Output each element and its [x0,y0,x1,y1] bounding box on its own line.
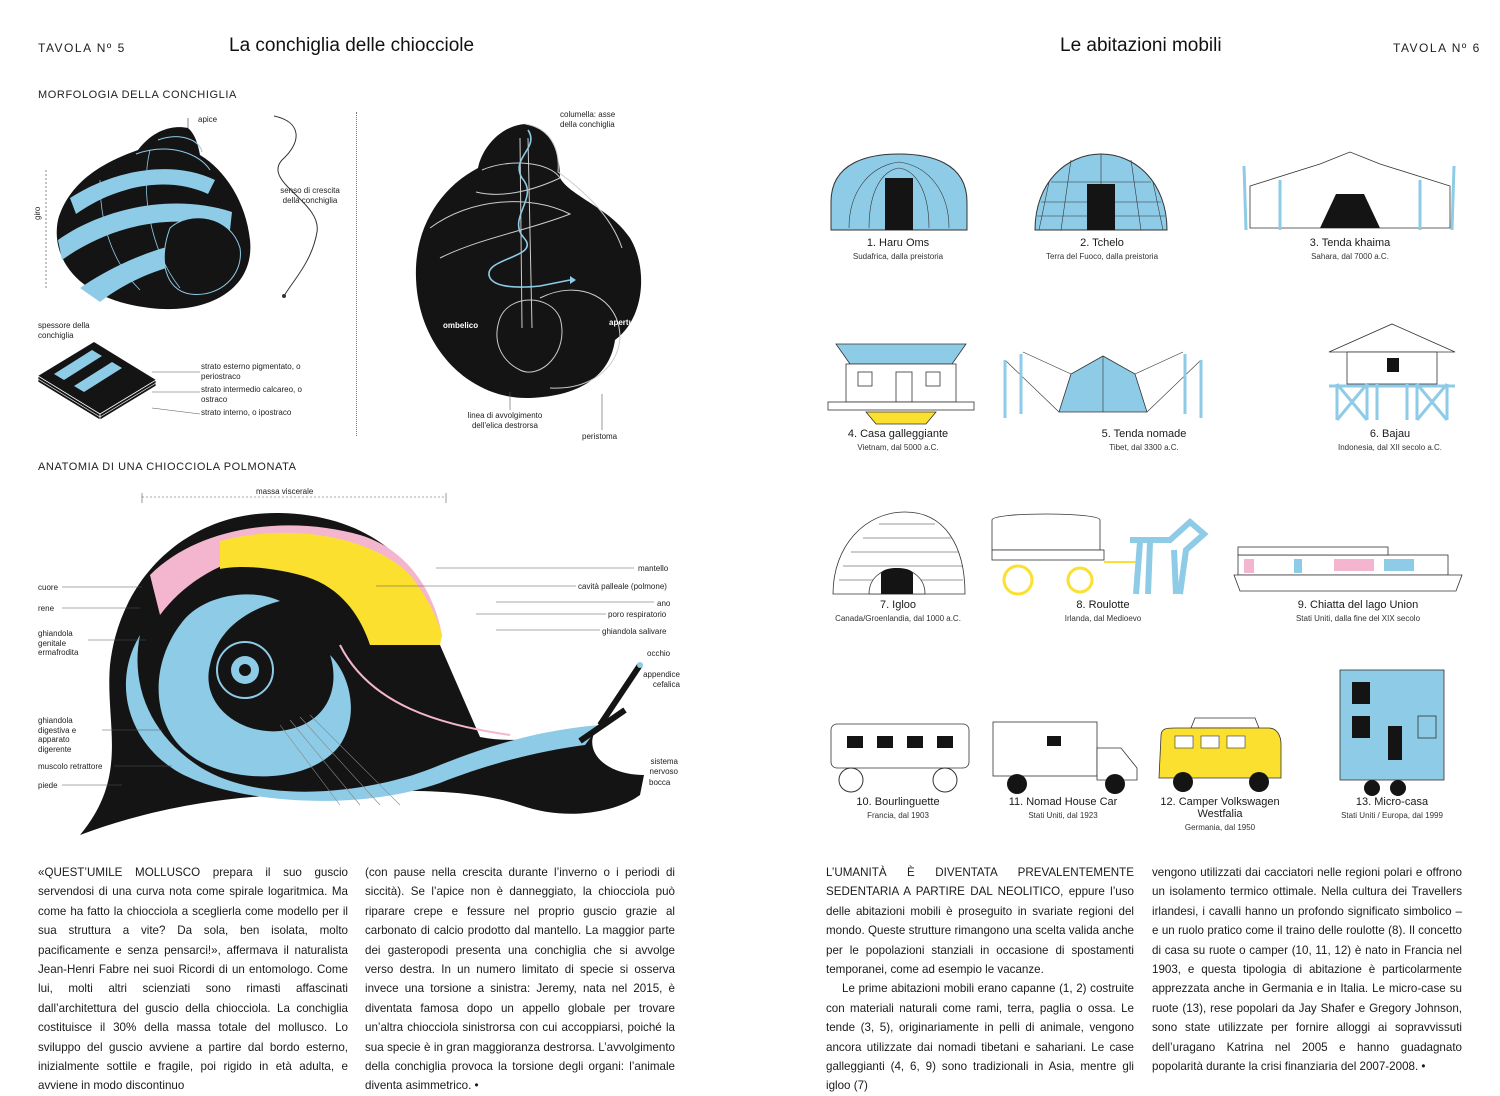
label-ano: ano [657,599,671,608]
label-cavita: cavità palleale (polmone) [578,582,667,591]
caption-item-11 [983,796,1143,820]
caption-subtitle: Vietnam, dal 5000 a.C. [857,443,939,452]
label-bocca: bocca [649,778,671,787]
caption-subtitle: Stati Uniti / Europa, dal 1999 [1341,811,1443,820]
caption-title: 11. Nomad House Car [1008,796,1118,808]
caption-item-5 [1064,428,1224,452]
caption-subtitle: Terra del Fuoco, dalla preistoria [1045,252,1159,261]
label-mantello: mantello [638,564,669,573]
left-text-col-2: (con pause nella crescita durante l’inverno o i periodi di siccità). Se l’apice non è danneggiato, la chiocciola può riparare crepe e fessure nel proprio guscio grazie al carbonato di calcio prodotto dal mantello. La maggior parte dei gasteropodi presenta una conchiglia che si avvolge verso destra. In un numero limitato di specie si osserva invece una torsione a sinistra: Jeremy, nata nel 2015, è diventata famosa dopo un appello globale per trovare un’altra chiocciola sinistrorsa con cui accoppiarsi, poiché la sua specie è in gran maggioranza destrorsa. L’avvolgimento della conchiglia provoca la torsione degli organi: l’animale diventa asimmetrico. • [365,866,675,1093]
label-apice: apice [198,115,218,124]
caption-title: 4. Casa galleggiante [847,428,949,440]
caption-subtitle: Francia, dal 1903 [867,811,929,820]
label-strato-esterno: strato esterno pigmentato, o periostraco [201,362,301,381]
caption-title: 12. Camper Volkswagen Westfalia [1160,796,1280,820]
caption-item-7 [818,599,978,623]
caption-title: 8. Roulotte [1076,599,1130,611]
caption-title: 5. Tenda nomade [1101,428,1187,440]
caption-item-10 [818,796,978,820]
label-muscolo: muscolo retrattore [38,762,103,771]
haru-oms-illustration [829,152,969,232]
label-ghiandola-genitale: ghiandola genitale ermafrodita [38,629,79,657]
caption-title: 3. Tenda khaima [1309,237,1391,249]
label-giro: giro [33,206,42,220]
caption-title: 10. Bourlinguette [856,796,940,808]
igloo-illustration [829,510,969,596]
caption-title: 2. Tchelo [1080,237,1124,249]
caption-subtitle: Germania, dal 1950 [1184,823,1256,832]
label-strato-intermedio: strato intermedio calcareo, o ostraco [201,385,302,404]
roulotte-illustration [990,510,1220,596]
nomad-house-car-illustration [991,718,1141,796]
label-rene: rene [38,604,55,613]
tenda-nomade-illustration [1003,350,1203,424]
label-peristoma: peristoma [582,432,618,441]
label-strato-interno: strato interno, o ipostraco [201,408,292,417]
caption-subtitle: Irlanda, dal Medioevo [1064,614,1142,623]
caption-item-4 [818,428,978,452]
label-poro: poro respiratorio [608,610,667,619]
tchelo-illustration [1031,152,1171,232]
right-text-col-2: vengono utilizzati dai cacciatori nelle regioni polari e offrono un isolamento termico ottimale. Nella cultura dei Travellers irlandesi, i cavalli hanno un profondo significato simbolico – e un ruolo pratico come il traino delle roulotte (8). Il concetto di casa su ruote o camper (10, 11, 12) è nato in Francia nel 1903, e questa tipologia di abitazione è particolarmente apprezzata anche in Germania e in Italia. Le micro-case su ruote (13), rese popolari da Jay Shafer e Gregory Johnson, sono state utilizzate per fornire alloggi ai sopravvissuti dell’uragano Katrina nel 2005 e hanno guadagnato popolarità durante la crisi finanziaria del 2007-2008. • [1152,866,1462,1074]
label-appendice: appendice cefalica [643,670,680,689]
shell-section-illustration [410,118,650,418]
caption-subtitle: Stati Uniti, dal 1923 [1028,811,1098,820]
caption-title: 9. Chiatta del lago Union [1297,599,1419,611]
caption-subtitle: Tibet, dal 3300 a.C. [1109,443,1179,452]
plate-label-left: TAVOLA Nº 5 [38,41,126,55]
caption-subtitle: Indonesia, dal XII secolo a.C. [1337,443,1443,452]
caption-item-3 [1270,237,1430,261]
bajau-illustration [1327,322,1457,422]
growth-direction-arrow [262,112,332,302]
caption-item-9 [1268,599,1448,623]
plate-label-right: TAVOLA Nº 6 [1393,41,1481,55]
camper-vw-illustration [1155,716,1285,796]
tenda-khaima-illustration [1240,150,1460,230]
layers-leader-lines [152,364,202,424]
label-piede: piede [38,781,58,790]
page-title-left: La conchiglia delle chiocciole [229,35,475,56]
label-columella: columella: asse della conchiglia [560,110,616,129]
anatomy-left-leaders [62,580,182,800]
caption-subtitle: Sahara, dal 7000 a.C. [1311,252,1389,261]
label-ombelico: ombelico [443,321,479,330]
label-spessore: spessore della conchiglia [38,321,90,340]
caption-title: 7. Igloo [879,599,917,611]
label-apertura: apertura [609,318,642,327]
caption-title: 1. Haru Oms [866,237,930,249]
bourlinguette-illustration [827,720,973,794]
shell-exterior-illustration [40,110,300,310]
label-cuore: cuore [38,583,59,592]
caption-subtitle: Canada/Groenlandia, dal 1000 a.C. [835,614,961,623]
label-ghiandola-digestiva: ghiandola digestiva e apparato digerente [38,716,77,754]
shell-layers-block [36,340,166,420]
caption-item-8 [1023,599,1183,623]
page-title-right: Le abitazioni mobili [1060,35,1222,56]
label-salivare: ghiandola salivare [602,627,667,636]
caption-title: 6. Bajau [1369,428,1411,440]
micro-casa-illustration [1338,668,1448,800]
label-linea-avvolgimento: linea di avvolgimento dell'elica destrorsa [467,411,543,430]
chiatta-illustration [1234,545,1464,595]
left-text-col-1: «QUEST’UMILE MOLLUSCO prepara il suo guscio servendosi di una curva nota come spirale logaritmica. Ma come ha fatto la chiocciola a sceglierla come modello per il sua struttura a vite? Da sola, ben isolata, molto pacificamente e senza pensarci!», affermava il naturalista Jean-Henri Fabre nei suoi Ricordi di un entomologo. Come lui, molti altri scienziati sono rimasti affascinati dall’architettura del guscio della chiocciola. La conchiglia costituisce il 30% della massa totale del mollusco. Lo sviluppo del guscio avviene a partire dal bordo esterno, inizialmente sottile e fragile, poi rigido in età adulta, e avviene in modo discontinuo [38,866,348,1093]
morphology-heading: MORFOLOGIA DELLA CONCHIGLIA [38,89,237,101]
casa-galleggiante-illustration [826,342,976,426]
label-occhio: occhio [647,649,671,658]
caption-title: 13. Micro-casa [1355,796,1429,808]
section-leader-lines [510,390,610,450]
caption-subtitle: Stati Uniti, dalla fine del XIX secolo [1295,614,1421,623]
label-senso-crescita: senso di crescita della conchiglia [280,186,340,205]
caption-subtitle: Sudafrica, dalla preistoria [852,252,944,261]
caption-item-1 [818,237,978,261]
caption-item-2 [1022,237,1182,261]
right-text-col-1: L’UMANITÀ È DIVENTATA PREVALENTEMENTE SEDENTARIA A PARTIRE DAL NEOLITICO, eppure l’uso delle abitazioni mobili è proseguito in svariate regioni del mondo. Queste strutture rimangono una scelta valida anche per le popolazioni stanziali in occasione di spostamenti temporanei, come ad esempio le vacanze. Le prime abitazioni mobili erano capanne (1, 2) costruite con materiali naturali come rami, terra, paglia o ossa. Le tende (3, 5), originariamente in pelli di animale, vengono ancora utilizzate dai nomadi tibetani e sahariani. Le case galleggianti (4, 6, 9) sono tradizionali in Asia, mentre gli igloo (7) [826,866,1134,1093]
anatomy-heading: ANATOMIA DI UNA CHIOCCIOLA POLMONATA [38,461,297,473]
caption-item-6 [1310,428,1470,452]
label-massa-viscerale: massa viscerale [256,487,314,496]
label-sistema-nervoso: sistema nervoso [649,757,678,776]
anatomy-right-leaders [376,566,636,646]
section-divider [356,112,357,436]
caption-item-13 [1312,796,1472,820]
caption-item-12 [1158,796,1282,832]
